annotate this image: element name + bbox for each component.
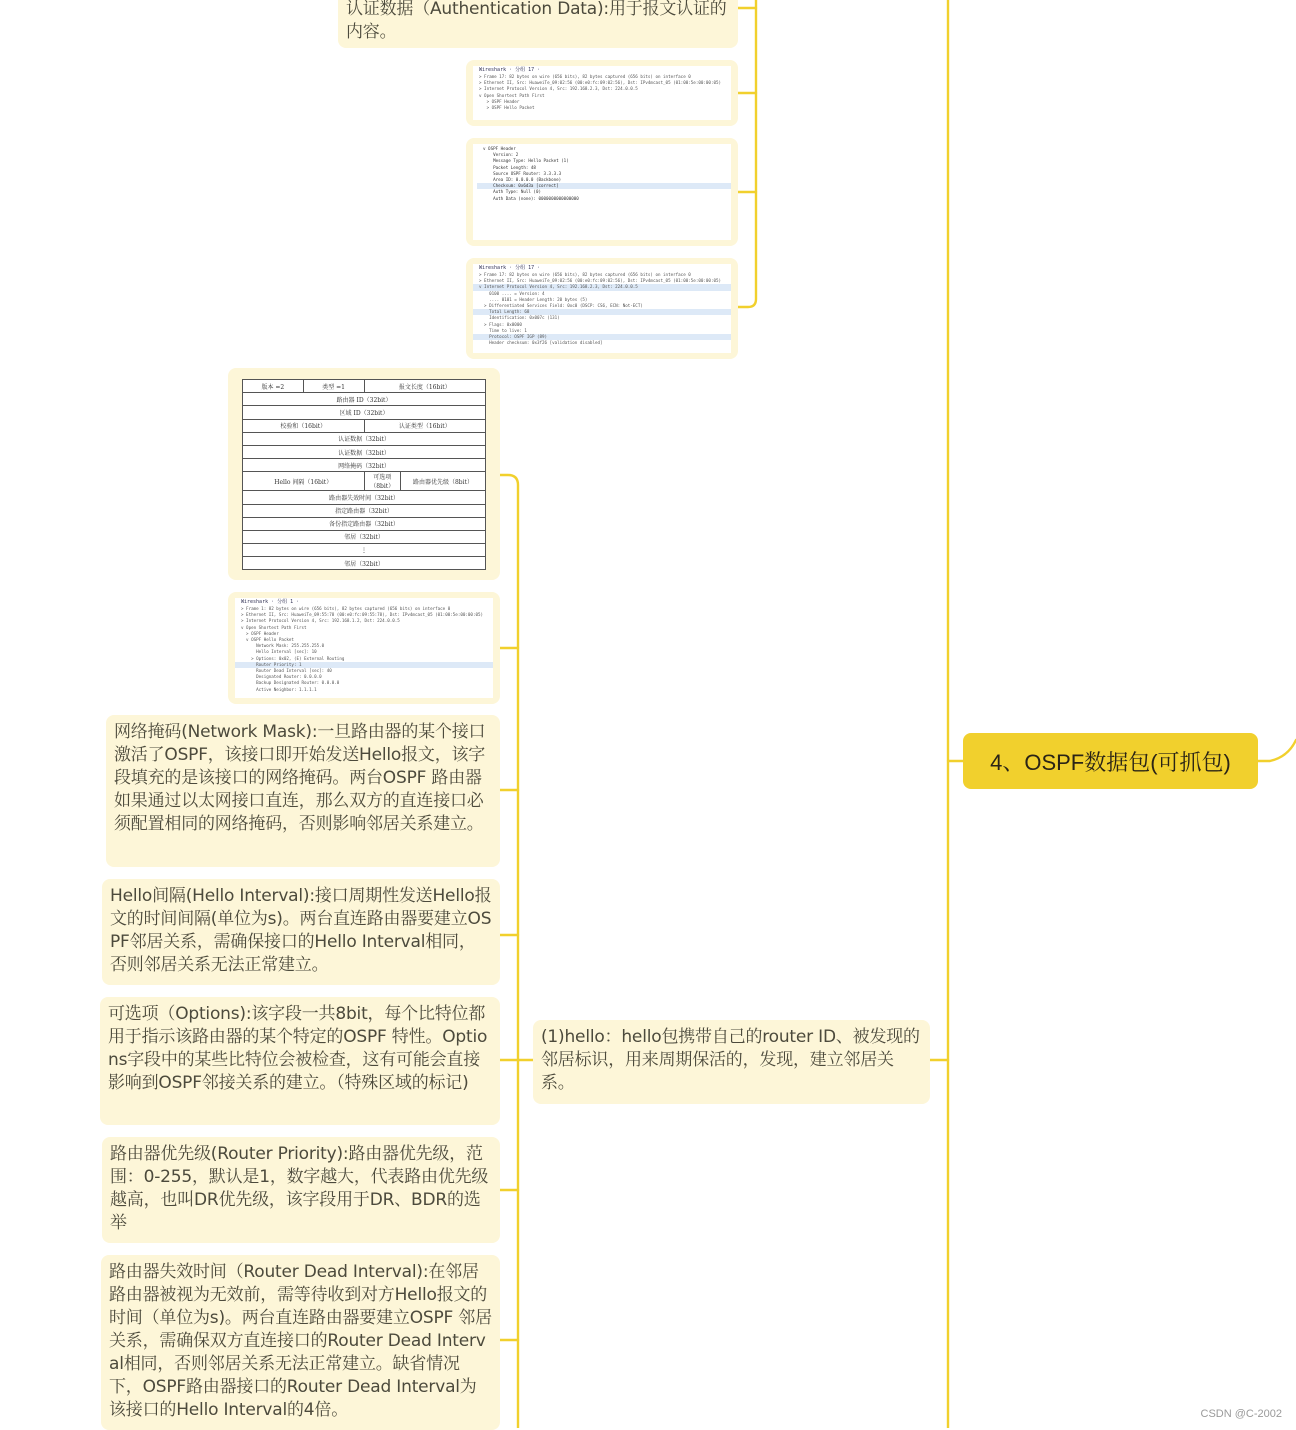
options-node[interactable] [100,997,500,1125]
format-row [243,459,486,472]
hello-format-table [242,379,486,570]
format-row [243,445,486,458]
format-cell: 网络掩码（32bit） [243,459,486,472]
format-cell: 邻居（32bit） [243,557,486,570]
format-cell: 可选项（8bit） [364,472,400,491]
lower-branch-line [500,475,518,1428]
capture3-title: Wireshark · 分组 1 · [241,599,300,605]
format-row [243,472,486,491]
network-mask-label: 网络掩码(Network Mask):一旦路由器的某个接口激活了OSPF，该接口即开始发送Hello报文，该字段填充的是该接口的网络掩码。两台OSPF 路由器如果通过以太网接口直连，那么双方的直连接口必须配置相同的网络掩码，否则影响邻居关系建立。 [114,722,486,834]
format-row [243,393,486,406]
ospf-header-screenshot [473,144,731,240]
ospf-header-image-node[interactable] [466,138,738,246]
hello-interval-label: Hello间隔(Hello Interval):接口周期性发送Hello报文的时间间隔(单位为s)。两台直连路由器要建立OSPF邻居关系，需确保接口的Hello Interval相同，否则邻居关系无法正常建立。 [110,886,492,975]
capture3-line: > Frame 1: 82 bytes on wire (656 bits), 82 bytes captured (656 bits) on interface 0 [241,606,451,611]
upper-branch-line [738,0,756,307]
format-cell: 区域 ID（32bit） [243,406,486,419]
options-label: 可选项（Options):该字段一共8bit，每个比特位都用于指示该路由器的某个特定的OSPF 特性。Options字段中的某些比特位会被检查，这有可能会直接影响到OSPF邻接关系的建立。（特殊区域的标记) [108,1004,488,1093]
capture2-line: 0100 .... = Version: 4 [479,290,545,296]
capture3-line: > Options: 0x02, (E) External Routing [241,655,345,661]
format-cell: 路由器失效时间（32bit） [243,491,486,504]
capture2-line: > Differentiated Services Field: 0xc0 (DSCP: CS6, ECN: Not-ECT) [479,303,643,309]
capture3-line: v OSPF Hello Packet [241,637,294,643]
dead-interval-label: 路由器失效时间（Router Dead Interval):在邻居路由器被视为无效前，需等待收到对方Hello报文的时间（单位为s)。两台直连路由器要建立OSPF 邻居关系，需确保双方直连接口的Router Dead Interval相同，否则邻居关系无法正常建立。缺省情况下，OSPF路由器接口的Router Dead Interval为该接口的Hello Interval的4倍。 [109,1262,492,1420]
format-row [243,504,486,517]
dead-interval-node[interactable] [101,1255,500,1430]
header-line: Auth Type: Null (0) [483,189,541,195]
capture1-title: Wireshark · 分组 17 · [479,67,541,73]
format-cell: 版本 =2 [243,380,304,393]
capture1-line: > Frame 17: 82 bytes on wire (656 bits), 82 bytes captured (656 bits) on interface 0 [479,74,691,79]
auth-data-label: 认证数据（Authentication Data):用于报文认证的内容。 [346,0,727,42]
root-topic-node[interactable] [963,733,1258,789]
format-cell: 类型 =1 [303,380,364,393]
format-row [243,406,486,419]
format-cell: 校验和（16bit） [243,419,365,432]
header-line: Version: 2 [483,152,519,158]
root-out-connector [1258,740,1296,761]
format-cell: 路由器优先级（8bit） [400,472,485,491]
capture2-line: v Internet Protocol Version 4, Src: 192.168.2.3, Dst: 224.0.0.5 [473,284,731,290]
router-priority-node[interactable] [102,1137,500,1243]
header-line: Packet Length: 48 [483,164,536,170]
header-line: v OSPF Header [483,146,516,151]
network-mask-node[interactable] [106,715,500,867]
capture1-screenshot [473,66,731,120]
capture3-line: Router Priority: 1 [235,662,493,668]
capture3-line: > Ethernet II, Src: HuaweiTe_09:55:78 (00:e0:fc:09:55:78), Dst: IPv4mcast_05 (01:00:5e:00:00:05) [241,612,484,618]
capture1-lines [473,74,731,111]
root-topic-label: 4、OSPF数据包(可抓包) [990,749,1231,775]
hello-label: (1)hello：hello包携带自己的router ID、被发现的邻居标识，用来周期保活的，发现，建立邻居关系。 [541,1027,920,1093]
capture2-image-node[interactable] [466,258,738,359]
format-cell: 报文长度（16bit） [364,380,486,393]
capture3-line: > Internet Protocol Version 4, Src: 192.168.1.2, Dst: 224.0.0.5 [241,618,400,624]
hello-format-image-node[interactable] [228,368,500,580]
format-row [243,419,486,432]
capture1-line: > Internet Protocol Version 4, Src: 192.168.2.3, Dst: 224.0.0.5 [479,86,638,92]
capture2-title: Wireshark · 分组 17 · [479,265,541,271]
format-row [243,530,486,543]
capture2-line: .... 0101 = Header Length: 20 bytes (5) [479,296,588,302]
format-row [243,432,486,445]
header-line: Area ID: 0.0.0.0 (Backbone) [483,177,562,183]
format-cell: ⋮ [243,544,486,557]
capture3-screenshot [235,598,493,698]
header-line: Auth Data (none): 0000000000000000 [483,195,579,201]
capture3-line: > OSPF Header [241,630,279,636]
capture3-line: Active Neighbor: 1.1.1.1 [241,686,317,692]
capture3-line: Router Dead Interval [sec]: 40 [241,668,332,674]
capture2-line: > Ethernet II, Src: HuaweiTe_09:02:56 (00:e0:fc:09:02:56), Dst: IPv4mcast_05 (01:00:5e:00:00:05) [479,278,722,284]
format-row [243,557,486,570]
header-line: Message Type: Hello Packet (1) [483,158,569,164]
header-line: Checksum: 0x6d3a [correct] [477,183,731,189]
format-cell: 备份指定路由器（32bit） [243,517,486,530]
capture3-image-node[interactable] [228,592,500,704]
capture2-line: > Flags: 0x0000 [479,321,522,327]
capture1-line: > OSPF Hello Packet [479,105,535,111]
capture1-line: > OSPF Header [479,98,520,104]
format-row [243,491,486,504]
auth-data-node[interactable] [338,0,738,48]
capture2-line: > Frame 17: 82 bytes on wire (656 bits), 82 bytes captured (656 bits) on interface 0 [479,272,691,277]
format-cell: 认证类型（16bit） [364,419,486,432]
capture3-line: Designated Router: 0.0.0.0 [241,674,322,680]
capture3-line: Hello Interval [sec]: 10 [241,649,317,655]
format-cell: 认证数据（32bit） [243,432,486,445]
capture1-line: > Ethernet II, Src: HuaweiTe_09:02:56 (00:e0:fc:09:02:56), Dst: IPv4mcast_05 (01:00:5e:00:00:05) [479,80,722,86]
capture2-line: Total Length: 68 [473,309,731,315]
capture3-line: Network Mask: 255.255.255.0 [241,643,325,649]
format-row [243,517,486,530]
format-cell: 路由器 ID（32bit） [243,393,486,406]
format-cell: 指定路由器（32bit） [243,504,486,517]
hello-interval-node[interactable] [102,879,500,985]
capture3-line: Backup Designated Router: 0.0.0.0 [241,680,340,686]
capture3-line: v Open Shortest Path First [241,624,307,630]
format-cell: 认证数据（32bit） [243,445,486,458]
format-cell: Hello 间隔（16bit） [243,472,365,491]
format-row [243,380,486,393]
capture2-line: Header checksum: 0x3f26 [validation disabled] [479,340,603,346]
format-cell: 邻居（32bit） [243,530,486,543]
capture1-image-node[interactable] [466,60,738,126]
capture1-line: v Open Shortest Path First [479,92,545,98]
capture2-line: Identification: 0x007c (131) [479,315,560,321]
router-priority-label: 路由器优先级(Router Priority):路由器优先级，范围：0-255，默认是1，数字越大，代表路由优先级越高，也叫DR优先级，该字段用于DR、BDR的选举 [110,1144,489,1233]
format-row [243,544,486,557]
hello-node[interactable] [533,1020,930,1104]
header-line: Source OSPF Router: 3.3.3.3 [483,170,562,176]
capture2-line: Time to live: 1 [479,327,527,333]
watermark: CSDN @C-2002 [1200,1408,1282,1420]
capture2-screenshot [473,264,731,353]
capture2-line: Protocol: OSPF IGP (89) [473,334,731,340]
